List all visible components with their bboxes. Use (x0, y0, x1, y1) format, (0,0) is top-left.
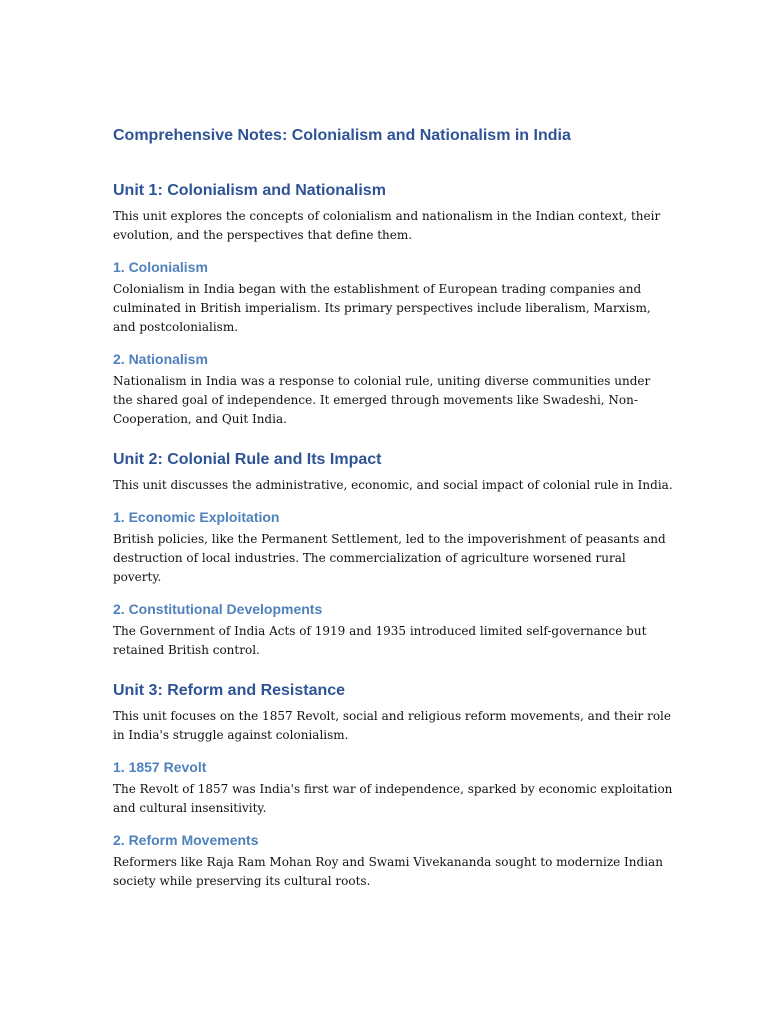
section-nationalism (113, 349, 673, 429)
section-text: The Revolt of 1857 was India's first war of independence, sparked by economic exploitation and cultural insensitivity. (113, 782, 673, 815)
unit-heading: Unit 1: Colonialism and Nationalism (113, 182, 386, 199)
section-economic-exploitation (113, 507, 673, 587)
section-heading: 2. Reform Movements (113, 832, 259, 848)
unit-3 (113, 680, 673, 891)
unit-1 (113, 180, 673, 429)
document-page (113, 125, 673, 911)
section-1857-revolt (113, 757, 673, 818)
unit-intro: This unit discusses the administrative, economic, and social impact of colonial rule in India. (113, 478, 673, 492)
section-heading: 2. Constitutional Developments (113, 601, 323, 617)
unit-heading: Unit 2: Colonial Rule and Its Impact (113, 451, 382, 468)
section-constitutional-developments (113, 599, 673, 660)
section-text: Reformers like Raja Ram Mohan Roy and Swami Vivekananda sought to modernize Indian society while preserving its cultural roots. (113, 855, 663, 888)
section-text: British policies, like the Permanent Settlement, led to the impoverishment of peasants and destruction of local industries. The commercialization of agriculture worsened rural poverty. (113, 532, 666, 584)
section-text: Nationalism in India was a response to colonial rule, uniting diverse communities under the shared goal of independence. It emerged through movements like Swadeshi, Non-Cooperation, and Quit India. (113, 374, 651, 426)
section-reform-movements (113, 830, 673, 891)
unit-2 (113, 449, 673, 660)
document-title: Comprehensive Notes: Colonialism and Nationalism in India (113, 127, 571, 144)
section-colonialism (113, 257, 673, 337)
section-heading: 1. 1857 Revolt (113, 759, 207, 775)
unit-intro: This unit focuses on the 1857 Revolt, social and religious reform movements, and their role in India's struggle against colonialism. (113, 709, 671, 742)
section-heading: 2. Nationalism (113, 351, 208, 367)
unit-heading: Unit 3: Reform and Resistance (113, 682, 346, 699)
section-heading: 1. Economic Exploitation (113, 509, 280, 525)
section-text: The Government of India Acts of 1919 and 1935 introduced limited self-governance but retained British control. (113, 624, 647, 657)
unit-intro: This unit explores the concepts of colonialism and nationalism in the Indian context, their evolution, and the perspectives that define them. (113, 209, 661, 242)
section-heading: 1. Colonialism (113, 259, 208, 275)
section-text: Colonialism in India began with the establishment of European trading companies and culminated in British imperialism. Its primary perspectives include liberalism, Marxism, and postcolonialism. (113, 282, 651, 334)
